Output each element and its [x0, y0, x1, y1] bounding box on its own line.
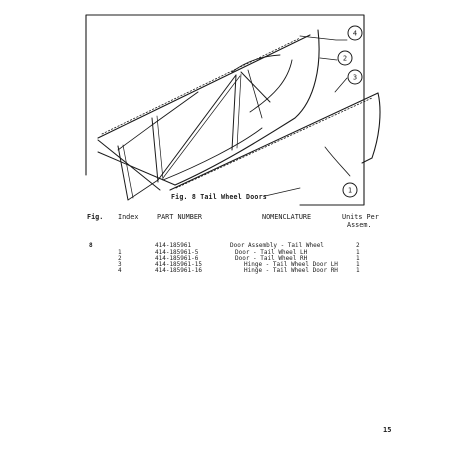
figure-frame	[86, 15, 364, 205]
header-units-line2: Assem.	[347, 221, 372, 229]
truss-diagonal-d	[248, 70, 262, 118]
row-part-number: 414-185961	[155, 242, 192, 249]
leader-2	[320, 58, 337, 60]
callout-label-3: 3	[352, 73, 358, 82]
row-part-number: 414-185961-6	[155, 255, 199, 262]
row-nomenclature: Hinge - Tail Wheel Door RH	[244, 267, 338, 274]
tail-wheel-doors-illustration	[0, 0, 450, 215]
outer-door-curve	[175, 30, 319, 185]
leader-4	[300, 36, 347, 40]
lower-skin-edge-b	[98, 140, 160, 190]
door-panel-hinge-dashes	[176, 98, 372, 188]
callout-label-1: 1	[347, 186, 353, 195]
row-nomenclature: Door - Tail Wheel LH	[235, 249, 308, 256]
truss-vertical-a2	[123, 145, 133, 198]
door-panel-top-edge	[170, 93, 378, 190]
header-part-number: PART NUMBER	[157, 213, 203, 221]
truss-vertical-a	[118, 146, 128, 200]
row-part-number: 414-185961-15	[155, 261, 202, 268]
header-fig: Fig.	[87, 213, 104, 221]
leader-1	[325, 147, 350, 176]
upper-skin-edge	[98, 35, 310, 138]
row-part-number: 414-185961-5	[155, 249, 199, 256]
callout-label-2: 2	[342, 54, 348, 63]
row-index: 2	[118, 255, 122, 262]
caption-leader	[265, 188, 300, 196]
page-number: 15	[383, 426, 392, 434]
row-units: 2	[356, 242, 360, 249]
row-units: 1	[356, 261, 360, 268]
row-units: 1	[356, 249, 360, 256]
row-units: 1	[356, 255, 360, 262]
row-nomenclature: Door Assembly - Tail Wheel	[230, 242, 324, 249]
row-units: 1	[356, 267, 360, 274]
row-nomenclature: Door - Tail Wheel RH	[235, 255, 308, 262]
truss-vertical-c2	[237, 74, 241, 148]
row-index: 4	[118, 267, 122, 274]
callout-label-4: 4	[352, 29, 358, 38]
row-index: 3	[118, 261, 122, 268]
header-nomenclature: NOMENCLATURE	[262, 213, 312, 221]
truss-vertical-b	[152, 118, 158, 182]
truss-cross-a	[118, 125, 152, 150]
door-panel-right-edge	[372, 93, 380, 158]
header-units-line1: Units Per	[342, 213, 379, 221]
truss-cross-b	[128, 180, 158, 200]
row-part-number: 414-185961-16	[155, 267, 202, 274]
row-index: 1	[118, 249, 122, 256]
upper-rivet-line	[102, 38, 300, 134]
door-inner-curve	[250, 60, 292, 112]
truss-diagonal-c	[241, 72, 270, 102]
header-index: Index	[118, 213, 139, 221]
row-fig: 8	[89, 242, 93, 249]
truss-vertical-b2	[157, 116, 163, 180]
figure-caption: Fig. 8 Tail Wheel Doors	[171, 193, 267, 201]
leader-3	[335, 78, 347, 92]
row-nomenclature: Hinge - Tail Wheel Door LH	[244, 261, 338, 268]
